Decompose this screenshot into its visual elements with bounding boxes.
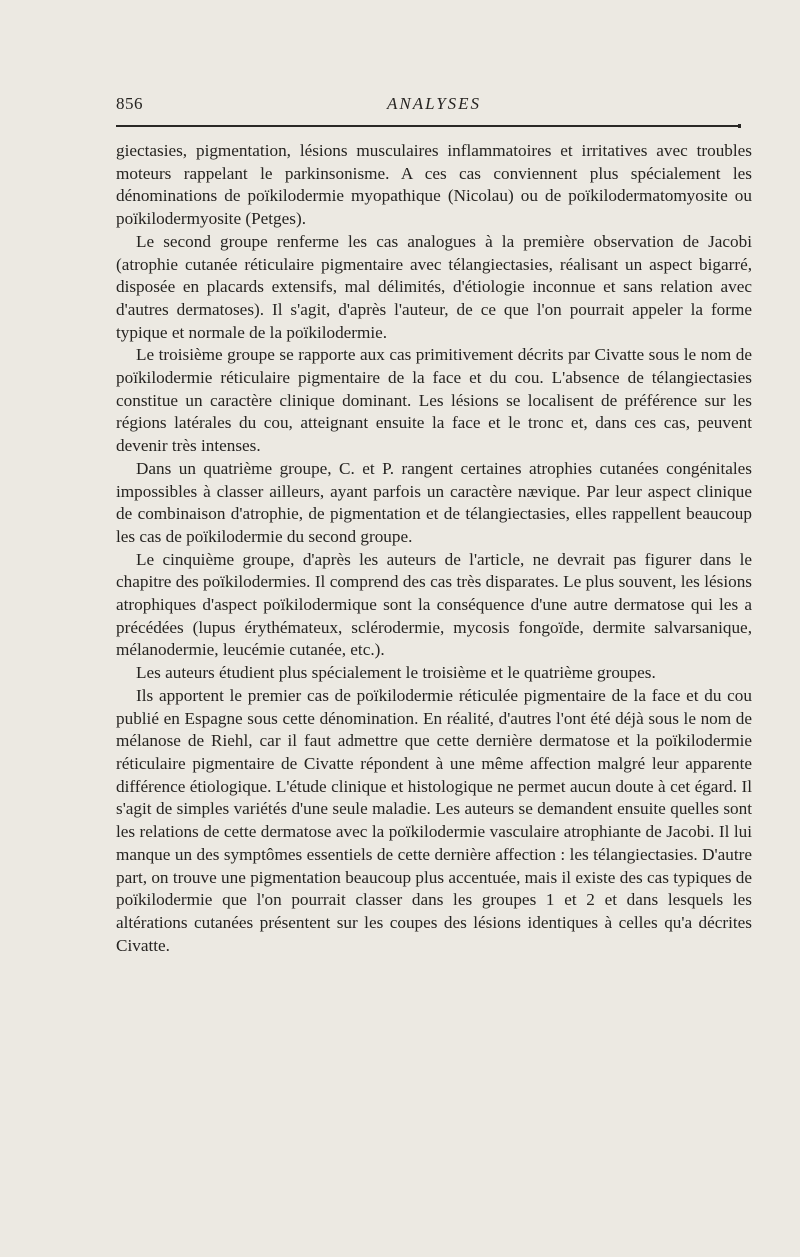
paragraph-7: Ils apportent le premier cas de poïkilodermie réticulée pigmentaire de la face et du cou publié en Espagne sous cette dénomination. En réalité, d'autres l'ont été déjà sous le nom de mélanose de Riehl, car il faut admettre que cette dernière dermatose et la poïkilodermie réticulaire pigmentaire de Civatte répondent à une même affection malgré leur apparente différence étiologique. L'étude clinique et histologique ne permet aucun doute à cet égard. Il s'agit de simples variétés d'une seule maladie. Les auteurs se demandent ensuite quelles sont les relations de cette dermatose avec la poïkilodermie vasculaire atrophiante de Jacobi. Il lui manque un des symptômes essentiels de cette dernière affection : les télangiectasies. D'autre part, on trouve une pigmentation beaucoup plus accentuée, mais il existe des cas typiques de poïkilodermie que l'on pourrait classer dans les groupes 1 et 2 et dans lesquels les altérations cutanées présentent sur les coupes des lésions identiques à celles qu'a décrites Civatte. (116, 685, 752, 955)
paragraph-5: Le cinquième groupe, d'après les auteurs de l'article, ne devrait pas figurer dans le chapitre des poïkilodermies. Il comprend des cas très disparates. Le plus souvent, les lésions atrophiques d'aspect poïkilodermique sont la conséquence d'une autre dermatose qui les a précédées (lupus érythémateux, sclérodermie, mycosis fongoïde, dermite salvarsanique, mélanodermie, leucémie cutanée, etc.). (116, 549, 752, 660)
paragraph-2: Le second groupe renferme les cas analogues à la première observation de Jacobi (atrophie cutanée réticulaire pigmentaire avec télangiectasies, réalisant un aspect bigarré, disposée en placards extensifs, mal délimités, d'étiologie inconnue et sans relation avec d'autres dermatoses). Il s'agit, d'après l'auteur, de ce que l'on pourrait appeler la forme typique et normale de la poïkilodermie. (116, 231, 752, 342)
paragraph-1: giectasies, pigmentation, lésions musculaires inflammatoires et irritatives avec troubles moteurs rappelant le parkinsonisme. A ces cas conviennent plus spécialement les dénominations de poïkilodermie myopathique (Nicolau) ou de poïkilodermatomyosite ou poïkilodermyosite (Petges). (116, 141, 752, 229)
article-body (116, 140, 752, 957)
paragraph-3: Le troisième groupe se rapporte aux cas primitivement décrits par Civatte sous le nom de poïkilodermie réticulaire pigmentaire de la face et du cou. L'absence de télangiectasies constitue un caractère clinique dominant. Les lésions se localisent de préférence sur les régions latérales du cou, atteignant ensuite la face et le tronc et, dans ces cas, peuvent devenir très intenses. (116, 345, 752, 456)
header-rule-end (738, 124, 741, 128)
header-rule (116, 125, 738, 127)
paragraph-6: Les auteurs étudient plus spécialement le troisième et le quatrième groupes. (136, 663, 656, 683)
page-header (116, 94, 752, 118)
page-number: 856 (116, 94, 143, 113)
paragraph-4: Dans un quatrième groupe, C. et P. rangent certaines atrophies cutanées congénitales impossibles à classer ailleurs, ayant parfois un caractère nævique. Par leur aspect clinique de combinaison d'atrophie, de pigmentation et de télangiectasies, elles rappellent beaucoup les cas de poïkilodermie du second groupe. (116, 458, 752, 546)
running-title: ANALYSES (386, 94, 482, 113)
